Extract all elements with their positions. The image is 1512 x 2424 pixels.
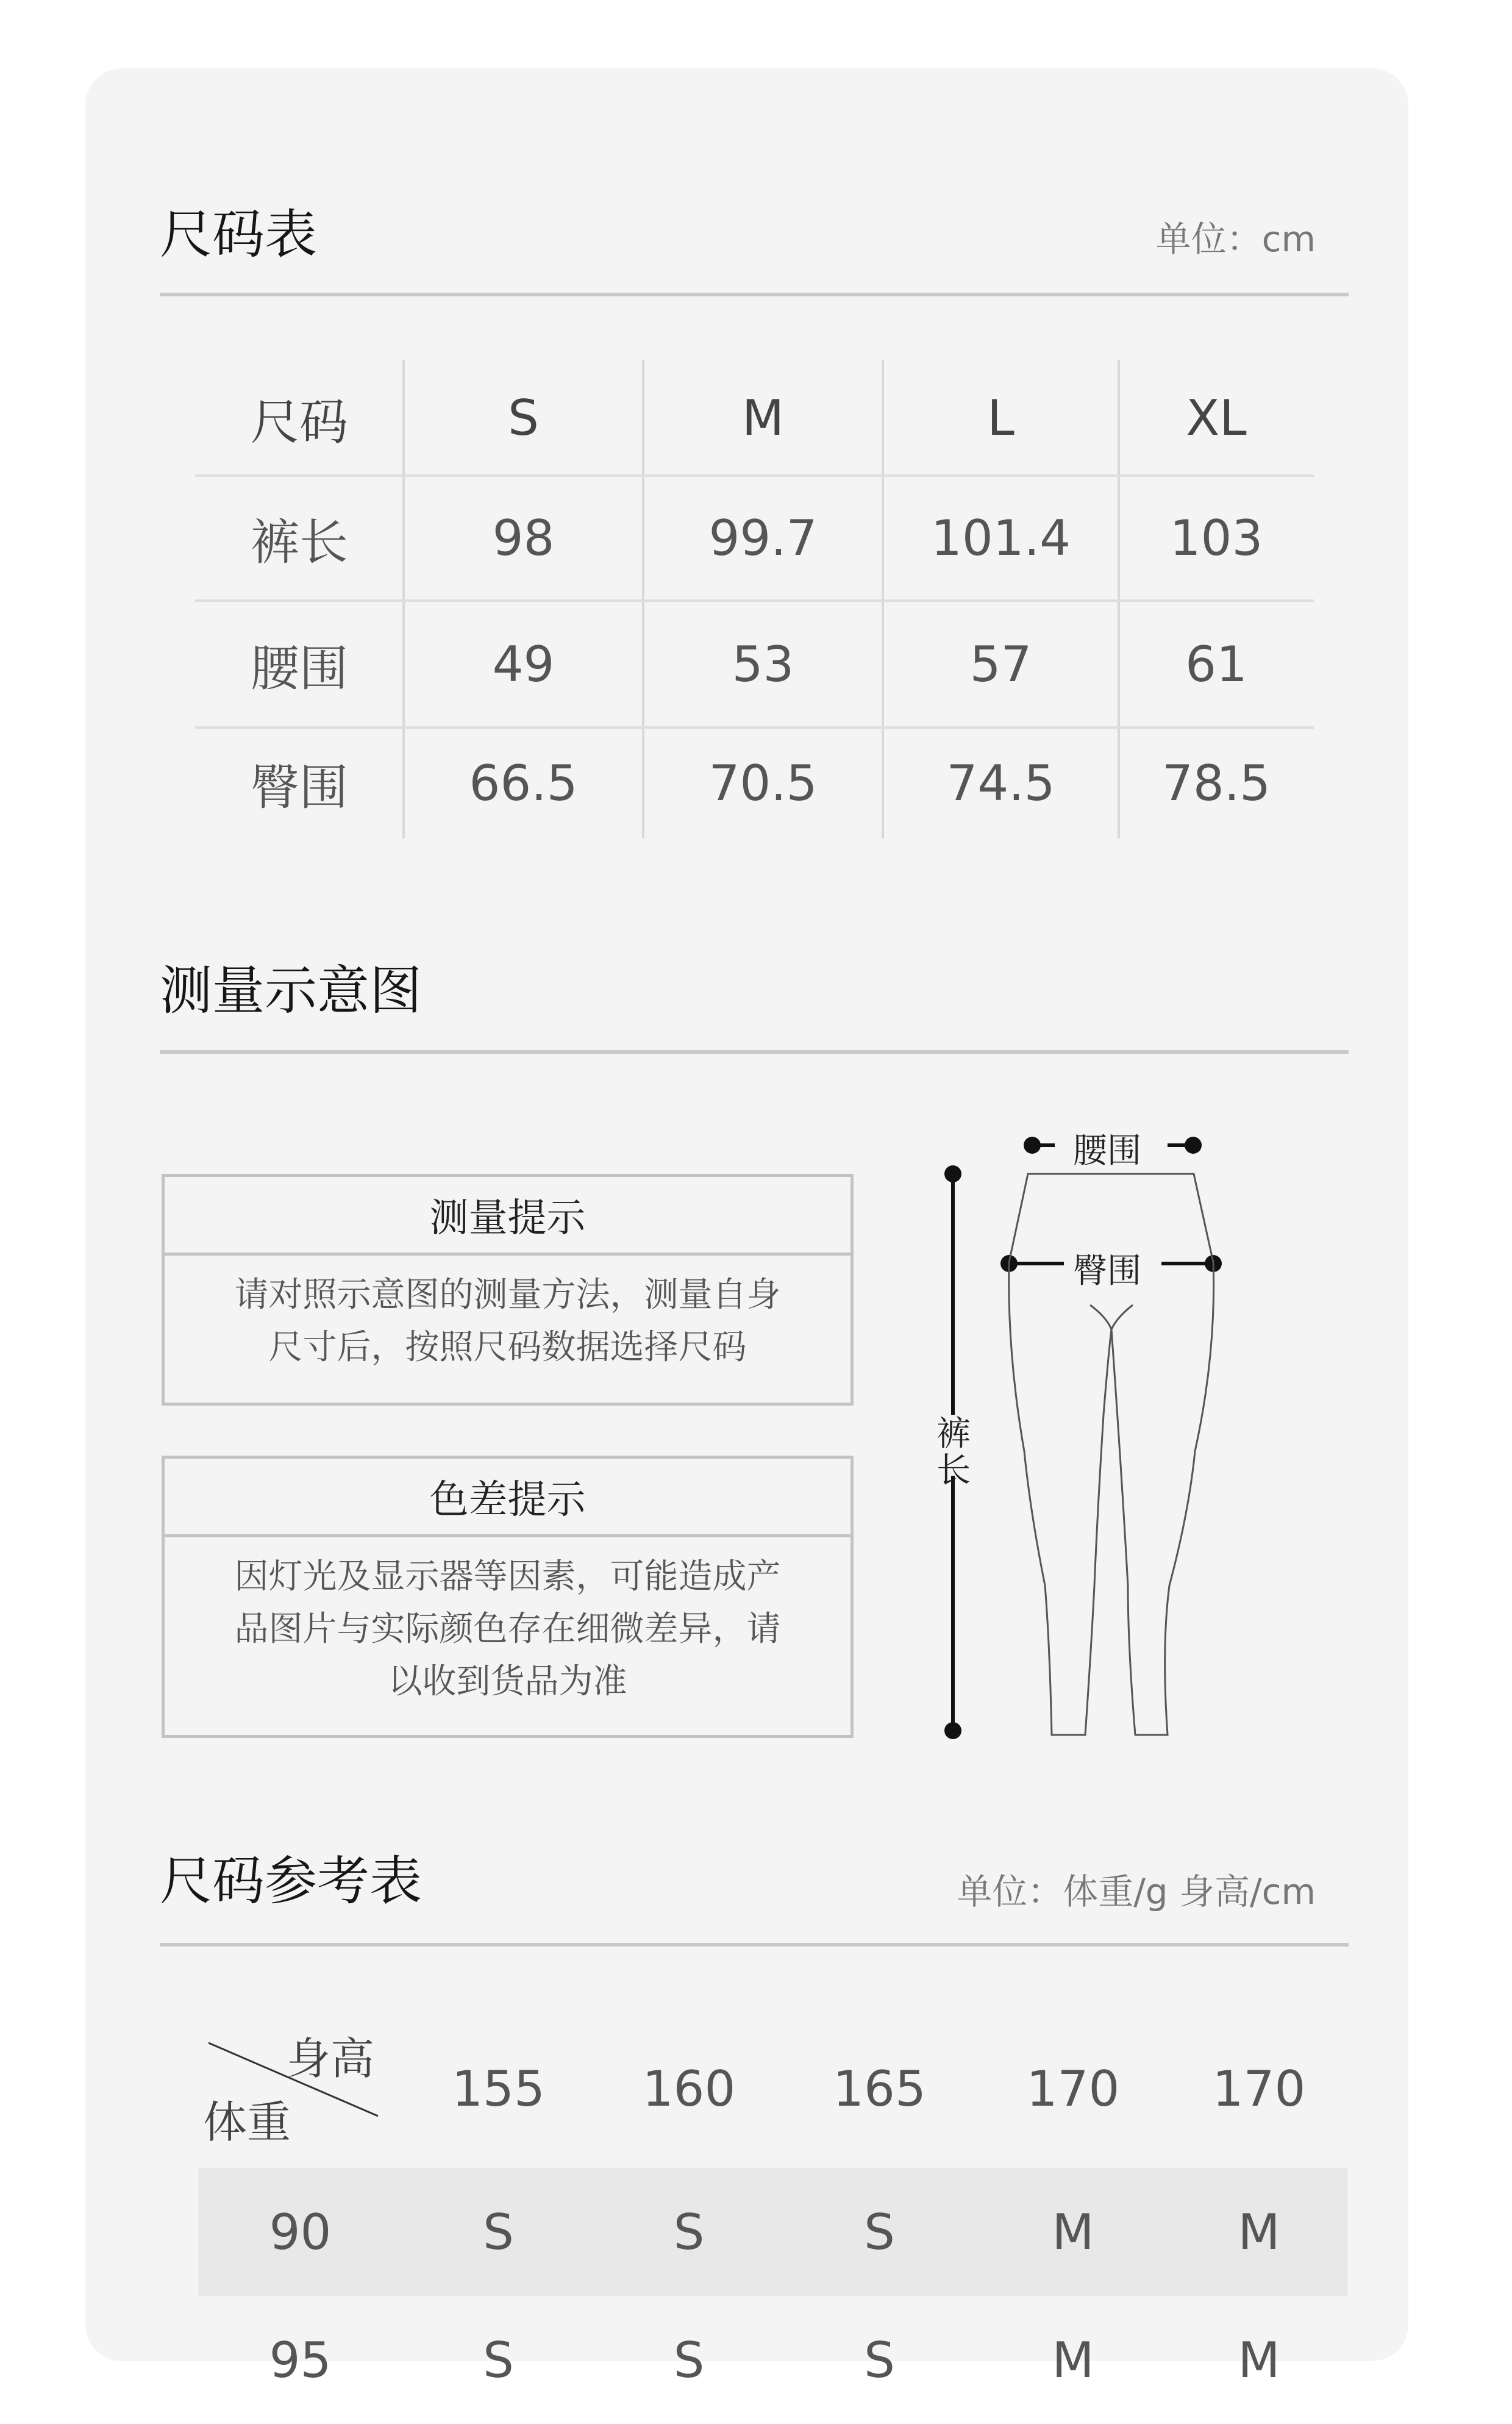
size-recommendation-cell: S (673, 2331, 705, 2389)
size-chart-unit: 单位：cm (1155, 218, 1316, 260)
size-value-cell: 74.5 (946, 754, 1055, 812)
size-value-cell: 78.5 (1161, 754, 1271, 812)
length-top-dot (944, 1165, 961, 1182)
size-header-cell: S (508, 389, 539, 446)
measure-tip-line: 尺寸后，按照尺码数据选择尺码 (268, 1328, 747, 1367)
size-value-cell: 61 (1185, 635, 1247, 693)
size-value-cell: 99.7 (708, 510, 818, 567)
height-header-cell: 170 (1212, 2060, 1306, 2117)
size-recommendation-cell: M (1238, 2331, 1280, 2389)
height-header-cell: 170 (1026, 2060, 1120, 2117)
size-value-cell: 66.5 (469, 754, 578, 812)
height-header-cell: 165 (833, 2060, 926, 2117)
corner-diagonal (201, 2037, 384, 2122)
reference-title: 尺码参考表 (160, 1851, 422, 1912)
size-recommendation-cell: S (483, 2203, 514, 2261)
size-recommendation-cell: M (1052, 2203, 1094, 2261)
size-value-cell: 103 (1169, 510, 1263, 567)
size-row-label: 腰围 (251, 640, 348, 697)
measure-tip-line: 请对照示意图的测量方法，测量自身 (234, 1275, 781, 1315)
size-header-cell: L (987, 389, 1015, 446)
section-divider (160, 1943, 1349, 1947)
corner-weight-label: 体重 (203, 2097, 291, 2148)
color-tip-line: 因灯光及显示器等因素，可能造成产 (234, 1557, 781, 1596)
measure-tip-text (165, 1256, 850, 1374)
crotch-seam (1090, 1305, 1133, 1329)
size-header-cell: M (741, 389, 785, 446)
weight-row-label: 90 (269, 2203, 332, 2261)
size-recommendation-cell: S (864, 2331, 895, 2389)
color-tip-line: 品图片与实际颜色存在细微差异，请 (234, 1609, 781, 1649)
color-tip-line: 以收到货品为准 (388, 1662, 627, 1701)
size-row-label: 裤长 (251, 514, 348, 571)
section-divider (160, 1050, 1349, 1054)
measure-tip-title: 测量提示 (165, 1177, 850, 1256)
section-divider (160, 293, 1349, 296)
size-value-cell: 70.5 (708, 754, 818, 812)
hip-label: 臀围 (1073, 1251, 1141, 1291)
size-value-cell: 53 (732, 635, 794, 693)
size-value-cell: 49 (492, 635, 555, 693)
waist-left-dot (1024, 1137, 1041, 1154)
waist-right-dot (1185, 1137, 1202, 1154)
length-label-bottom: 长 (936, 1451, 971, 1490)
reference-unit: 单位：体重/g 身高/cm (957, 1871, 1316, 1912)
size-recommendation-cell: S (673, 2203, 705, 2261)
length-bottom-dot (944, 1722, 961, 1739)
size-chart-title: 尺码表 (160, 204, 317, 265)
height-header-cell: 155 (452, 2060, 545, 2117)
measure-title: 测量示意图 (160, 960, 422, 1021)
color-tip-text (165, 1537, 850, 1708)
size-recommendation-cell: M (1052, 2331, 1094, 2389)
weight-row-label: 95 (269, 2331, 332, 2389)
height-header-cell: 160 (642, 2060, 736, 2117)
size-row-label: 臀围 (251, 759, 348, 816)
size-recommendation-cell: M (1238, 2203, 1280, 2261)
size-value-cell: 57 (969, 635, 1032, 693)
size-value-cell: 101.4 (930, 510, 1071, 567)
length-label-top: 裤 (936, 1414, 971, 1454)
size-header-cell: XL (1186, 389, 1247, 446)
size-recommendation-cell: S (483, 2331, 514, 2389)
waist-label: 腰围 (1073, 1131, 1141, 1171)
color-tip-box (162, 1456, 854, 1738)
corner-height-label: 身高 (287, 2033, 375, 2084)
size-header-cell: 尺码 (251, 393, 348, 451)
size-recommendation-cell: S (864, 2203, 895, 2261)
size-value-cell: 98 (492, 510, 555, 567)
color-tip-title: 色差提示 (165, 1459, 850, 1537)
measure-tip-box (162, 1174, 854, 1406)
